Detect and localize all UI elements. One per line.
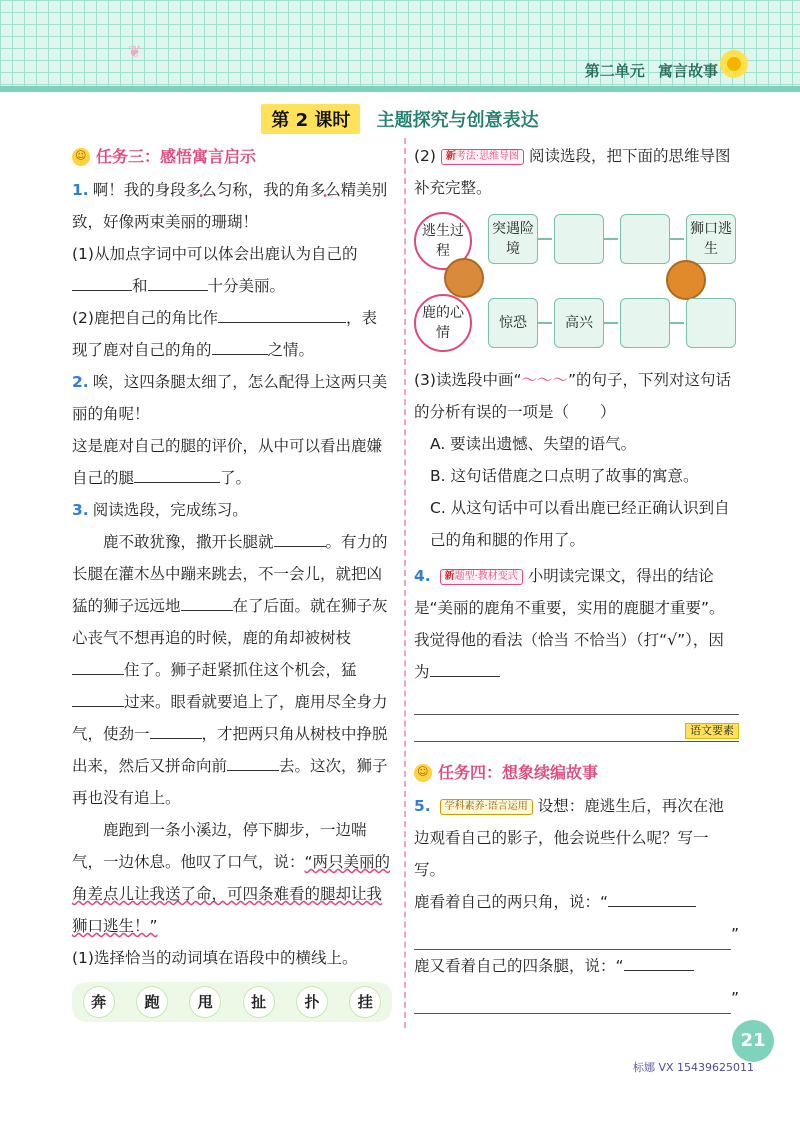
unit-number: 第二单元 xyxy=(584,62,645,80)
badge-new-label: 新 xyxy=(444,570,455,582)
passage-text: 。有力的长腿在灌木丛中蹦来跳去，不一会儿，就把凶猛的狮子远远地 xyxy=(72,533,388,615)
answer-blank[interactable] xyxy=(212,336,268,355)
verb-choice[interactable]: 奔 xyxy=(83,986,115,1018)
answer-line[interactable] xyxy=(414,688,739,715)
question-1 xyxy=(72,174,392,238)
verb-choice[interactable]: 挂 xyxy=(349,986,381,1018)
mindmap-arrow xyxy=(670,322,684,324)
question-4 xyxy=(414,560,739,688)
q4-text: 小明读完课文，得出的结论是“美丽的鹿角不重要，实用的鹿腿才重要”。我觉得他的看法（恰当 不恰当）（打“√”），因为 xyxy=(414,567,725,681)
answer-blank[interactable] xyxy=(218,304,346,323)
q5-prompt-text: 鹿又看着自己的四条腿，说：“ xyxy=(414,957,624,975)
passage-text: ，才把两只角从树枝中挣脱出来，然后又拼命向前 xyxy=(72,725,388,775)
q1-text: 匀称，我的角 xyxy=(216,181,310,199)
question-number: 2. xyxy=(72,373,89,391)
q1-1-text: 和 xyxy=(132,277,148,295)
question-3-2 xyxy=(414,140,739,204)
question-number: 5. xyxy=(414,797,431,815)
answer-line[interactable] xyxy=(414,987,731,1014)
language-element-tag: 语文要素 xyxy=(685,723,739,739)
header-band xyxy=(0,86,800,92)
q5-line-horns xyxy=(414,918,739,950)
question-1-1 xyxy=(72,238,392,302)
q1-2-text: ，表现了鹿对自己的角的 xyxy=(72,309,377,359)
mindmap-arrow xyxy=(670,238,684,240)
answer-blank[interactable] xyxy=(274,528,326,547)
question-number: 4. xyxy=(414,567,431,585)
q1-2-text: 之情。 xyxy=(267,341,315,359)
left-column xyxy=(72,140,392,1022)
mindmap-arrow xyxy=(538,238,552,240)
mindmap-box: 惊恐 xyxy=(488,298,538,348)
answer-blank[interactable] xyxy=(608,888,696,907)
question-5 xyxy=(414,790,739,886)
q1-2-text: (2)鹿把自己的角比作 xyxy=(72,309,218,327)
unit-label xyxy=(585,60,718,81)
column-divider xyxy=(404,138,406,1028)
q5-prompt-legs xyxy=(414,950,739,982)
option-c[interactable]: C. 从这句话中可以看出鹿已经正确认识到自己的角和腿的作用了。 xyxy=(430,499,730,549)
close-quote: ” xyxy=(730,989,739,1007)
mindmap-box: 突遇险境 xyxy=(488,214,538,264)
q5-text: 设想：鹿逃生后，再次在池边观看自己的影子，他会说些什么呢？写一写。 xyxy=(414,797,724,879)
mindmap-box: 狮口逃生 xyxy=(686,214,736,264)
passage-text: 去。这次，狮子再也没有追上。 xyxy=(72,757,388,807)
passage-text: 鹿不敢犹豫，撒开长腿就 xyxy=(103,533,274,551)
answer-blank[interactable] xyxy=(72,688,124,707)
passage-text: 住了。狮子赶紧抓住这个机会，猛 xyxy=(124,661,357,679)
new-badge xyxy=(440,569,523,585)
q3-text: 阅读选段，完成练习。 xyxy=(92,501,248,519)
close-quote: ” xyxy=(730,925,739,943)
passage-paragraph-2 xyxy=(72,814,392,942)
passage-paragraph-1 xyxy=(72,526,392,814)
answer-blank[interactable] xyxy=(181,592,233,611)
answer-blank[interactable] xyxy=(430,658,500,677)
answer-blank[interactable] xyxy=(72,656,124,675)
deer-icon xyxy=(444,258,484,298)
lion-icon xyxy=(666,260,706,300)
q1-text: 精美别致，好像两束美丽的珊瑚！ xyxy=(72,181,388,231)
verb-choices xyxy=(72,982,392,1022)
q2-text: 唉，这四条腿太细了，怎么配得上这两只美丽的角呢！ xyxy=(72,373,388,423)
q5-prompt-horns xyxy=(414,886,739,918)
q2-text: 这是鹿对自己的腿的评价，从中可以看出鹿嫌自己的腿 xyxy=(72,437,383,487)
unit-title: 寓言故事 xyxy=(657,62,718,80)
watermark: 标娜 VX 15439625011 xyxy=(632,1061,754,1074)
verb-choice[interactable]: 甩 xyxy=(189,986,221,1018)
q1-1-text: 十分美丽。 xyxy=(207,277,286,295)
wavy-underlined-sentence: “两只美丽的角差点儿让我送了命，可四条难看的腿却让我狮口逃生！” xyxy=(72,853,391,935)
page-number: 21 xyxy=(732,1020,774,1062)
literacy-badge: 学科素养·语言运用 xyxy=(440,799,533,815)
dotted-word: 多么 xyxy=(309,181,341,199)
q3-3-text: (3)读选段中画“ xyxy=(414,371,522,389)
passage-text: 过来。眼看就要追上了，鹿用尽全身力气，使劲一 xyxy=(72,693,388,743)
mindmap-arrow xyxy=(604,322,618,324)
badge-text: 题型·教材变式 xyxy=(454,570,518,582)
passage-text: 鹿跑到一条小溪边，停下脚步，一边喘气，一边休息。他叹了口气，说： xyxy=(72,821,367,871)
new-badge xyxy=(441,149,524,165)
lesson-title xyxy=(0,104,800,134)
mind-map xyxy=(414,208,739,358)
verb-choice[interactable]: 扯 xyxy=(243,986,275,1018)
butterfly-icon: ❦ xyxy=(128,42,142,61)
badge-new-label: 新 xyxy=(445,150,456,162)
option-b[interactable]: B. 这句话借鹿之口点明了故事的寓意。 xyxy=(430,467,699,485)
badge-text: 考法·思维导图 xyxy=(455,150,520,162)
task3-title: 任务三：感悟寓言启示 xyxy=(96,147,257,166)
q3-2-text: 阅读选段，把下面的思维导图补充完整。 xyxy=(414,147,731,197)
verb-choice[interactable]: 跑 xyxy=(136,986,168,1018)
option-a[interactable]: A. 要读出遗憾、失望的语气。 xyxy=(430,435,637,453)
sub-question-number: (2) xyxy=(414,147,436,165)
question-3-1 xyxy=(72,942,392,974)
lesson-topic: 主题探究与创意表达 xyxy=(376,110,539,131)
mindmap-label-mood: 鹿的心情 xyxy=(414,294,472,352)
dotted-word: 多么 xyxy=(185,181,217,199)
passage-text: 在了后面。就在狮子灰心丧气不想再追的时候，鹿的角却被树枝 xyxy=(72,597,388,647)
q1-1-text: (1)从加点字词中可以体会出鹿认为自己的 xyxy=(72,245,358,263)
mindmap-arrow xyxy=(604,238,618,240)
answer-blank[interactable] xyxy=(150,720,202,739)
question-1-2 xyxy=(72,302,392,366)
mindmap-box: 高兴 xyxy=(554,298,604,348)
question-number: 3. xyxy=(72,501,89,519)
question-2-b xyxy=(72,430,392,494)
answer-blank[interactable] xyxy=(227,752,279,771)
task3-heading xyxy=(72,140,392,174)
q2-text: 了。 xyxy=(220,469,252,487)
answer-blank[interactable] xyxy=(72,272,132,291)
answer-line[interactable] xyxy=(414,923,731,950)
lesson-number: 第 2 课时 xyxy=(261,104,360,134)
question-number: 1. xyxy=(72,181,89,199)
wavy-mark: ～～～ xyxy=(521,371,569,389)
q5-line-legs xyxy=(414,982,739,1014)
star-icon xyxy=(414,764,432,782)
answer-line[interactable] xyxy=(414,715,739,742)
mindmap-arrow xyxy=(538,322,552,324)
task4-heading xyxy=(414,756,739,790)
q3-1-text: (1)选择恰当的动词填在语段中的横线上。 xyxy=(72,949,358,967)
mindmap-box-empty[interactable] xyxy=(686,298,736,348)
question-3 xyxy=(72,494,392,526)
flower-icon xyxy=(716,46,752,82)
task4-title: 任务四：想象续编故事 xyxy=(438,763,599,782)
mindmap-label-escape: 逃生过程 xyxy=(414,212,472,270)
star-icon xyxy=(72,148,90,166)
mindmap-box-empty[interactable] xyxy=(620,214,670,264)
q3-3-text: ”的句子，下列对这句话的分析有误的一项是（ ） xyxy=(414,371,732,421)
mindmap-box-empty[interactable] xyxy=(620,298,670,348)
mindmap-box-empty[interactable] xyxy=(554,214,604,264)
answer-blank[interactable] xyxy=(134,464,220,483)
answer-blank[interactable] xyxy=(624,952,694,971)
right-column xyxy=(414,140,739,1014)
verb-choice[interactable]: 扑 xyxy=(296,986,328,1018)
question-3-3 xyxy=(414,364,739,428)
q5-prompt-text: 鹿看着自己的两只角，说：“ xyxy=(414,893,609,911)
question-2 xyxy=(72,366,392,430)
answer-blank[interactable] xyxy=(148,272,208,291)
q1-text: 啊！我的身段 xyxy=(92,181,186,199)
